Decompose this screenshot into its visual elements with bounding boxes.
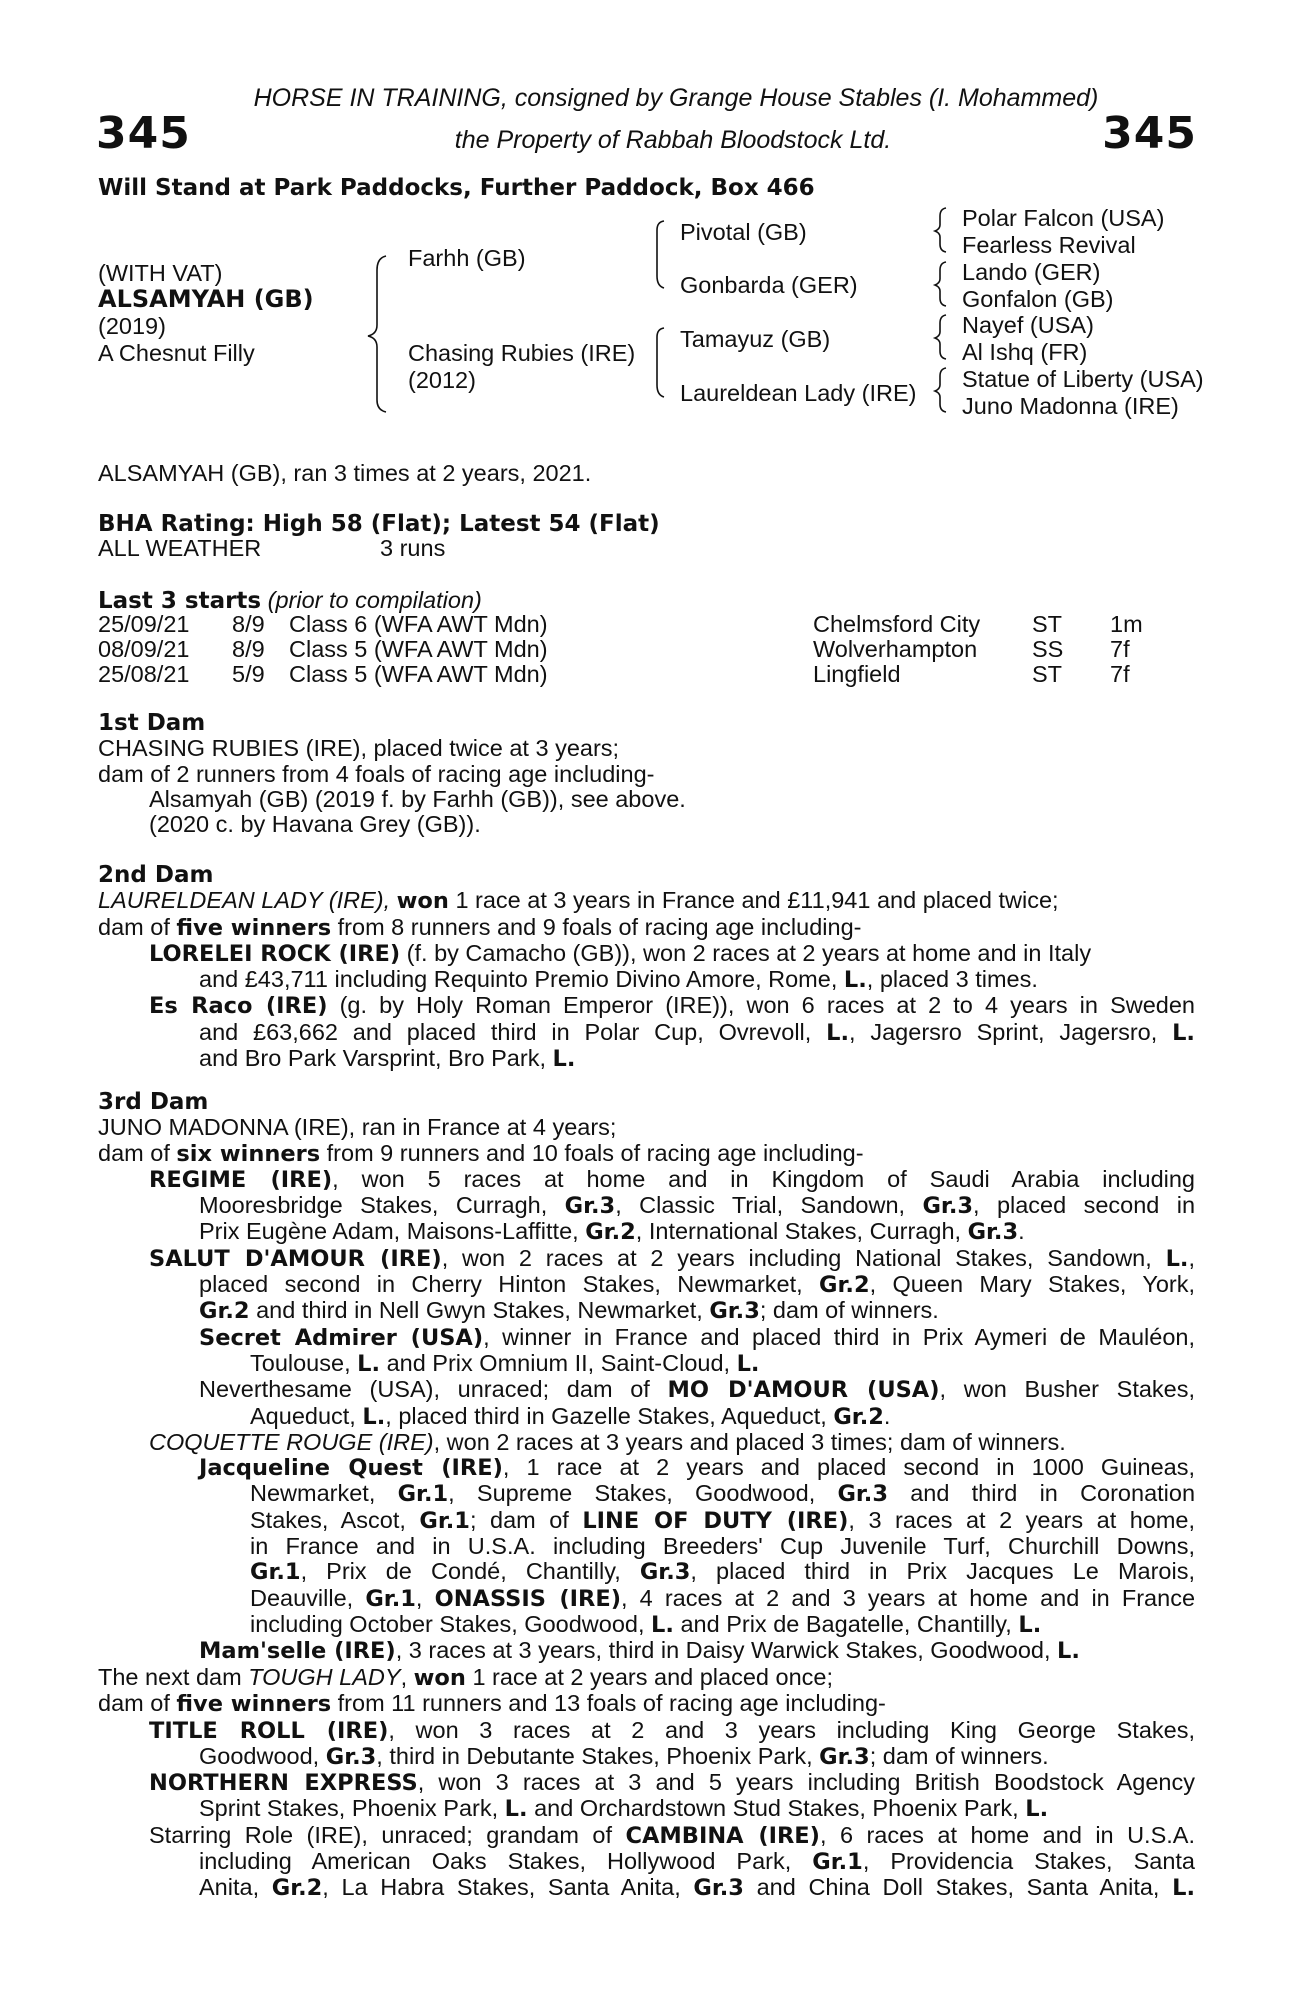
main-bracket [368,256,386,412]
grade: Gr.3 [693,1875,744,1902]
progeny-name: TITLE ROLL (IRE) [149,1717,389,1744]
second-dam-line-7 [98,1046,1195,1072]
text: The next dam [98,1664,242,1690]
start-course-2: Wolverhampton [813,636,978,662]
grade: L. [843,967,867,994]
text: , Queen Mary Stakes, York, [869,1271,1196,1298]
third-dam-section [98,1090,1195,1665]
third-dam-heading: 3rd Dam [98,1089,209,1115]
start-race-2: Class 5 (WFA AWT Mdn) [289,636,548,662]
text: , La Habra Stakes, Santa Anita, [322,1874,681,1901]
text: Sprint Stakes, Phoenix Park, [199,1795,499,1822]
third-dam-line-18 [98,1559,1195,1585]
sire-bracket [657,221,664,288]
grade: L. [1057,1638,1080,1665]
grade: Gr.3 [922,1193,974,1220]
second-dam-line-4 [98,967,1195,993]
grade: Gr.1 [365,1585,416,1612]
lot-number-right: 345 [1102,108,1197,159]
bold-winners: five winners [176,914,332,941]
text: (g. by Holy Roman Emperor (IRE)), won 6 races at 2 to 4 years in Sweden [339,992,1195,1019]
text: , 1 race at 2 years and placed second in 1000 Guineas, [502,1454,1195,1481]
starts-note: (prior to compilation) [267,587,482,613]
next-dam-section [98,1665,1195,1902]
second-dam-line-6 [98,1020,1195,1046]
progeny-name: Mam'selle (IRE) [199,1638,396,1665]
text: and Prix Omnium II, Saint-Cloud, [386,1349,731,1376]
text: dam of [98,1690,170,1717]
text: , 3 races at 2 years at home, [848,1506,1196,1533]
progeny-name: REGIME (IRE) [149,1166,333,1193]
start-dist-1: 1m [1110,611,1143,637]
grade: Gr.1 [397,1481,449,1508]
text: Stakes, Ascot, [250,1506,406,1533]
third-dam-line-1: JUNO MADONNA (IRE), ran in France at 4 years; [98,1114,617,1141]
text: , won 2 races at 2 years including National Stakes, Sandown, [441,1244,1152,1271]
grade: Gr.3 [325,1743,377,1770]
next-dam-line-3 [98,1718,1195,1744]
pedigree-sire: Farhh (GB) [408,245,526,271]
bold-winners: six winners [176,1140,321,1167]
text: , won 3 races at 3 and 5 years including British Boodstock Agency [417,1769,1195,1796]
text: including American Oaks Stakes, Hollywood Park, [199,1848,792,1875]
grade: L. [1172,1019,1195,1046]
third-dam-line-4 [98,1193,1195,1219]
text: Deauville, [250,1584,354,1611]
next-dam-line-2 [98,1691,1195,1717]
dam-bracket [657,328,664,397]
tamayuz-bracket [935,315,946,359]
grade: Gr.3 [967,1219,1019,1246]
text: Aqueduct, [250,1402,356,1429]
consignor-line: HORSE IN TRAINING, consigned by Grange House Stables (I. Mohammed) [253,84,1099,112]
start-pos-1: 8/9 [232,611,265,637]
text: Neverthesame (USA), unraced; dam of [199,1376,650,1403]
text: from 8 runners and 9 foals of racing age including- [337,913,862,940]
grade: L. [552,1046,576,1073]
pedigree-g4: Gonfalon (GB) [962,286,1114,312]
text: from 11 runners and 13 foals of racing age including- [337,1690,886,1717]
next-dam-line-6 [98,1796,1195,1822]
third-dam-line-19 [98,1586,1195,1612]
bold-won: won [396,888,449,915]
dam-name: TOUGH LADY [248,1664,401,1690]
text: , [415,1584,423,1611]
start-dist-3: 7f [1110,661,1130,687]
text: Mooresbridge Stakes, Curragh, [199,1192,548,1219]
text: , Supreme Stakes, Goodwood, [448,1480,816,1507]
start-course-1: Chelmsford City [813,611,981,637]
start-going-3: ST [1032,661,1063,687]
first-dam-line-2: dam of 2 runners from 4 foals of racing age including- [98,760,655,787]
progeny-name: SALUT D'AMOUR (IRE) [149,1245,442,1272]
second-dam-section [98,863,1195,1072]
grade: Gr.3 [837,1481,889,1508]
start-pos-2: 8/9 [232,636,265,662]
grade: Gr.2 [833,1403,884,1430]
text: and third in Nell Gwyn Stakes, Newmarket, [256,1297,703,1324]
text: , Providencia Stakes, Santa [862,1848,1195,1875]
progeny-name: Jacqueline Quest (IRE) [199,1455,503,1482]
text: including October Stakes, Goodwood, [250,1610,645,1637]
third-dam-line-13 [98,1430,1195,1455]
progeny-name: COQUETTE ROUGE (IRE) [149,1428,434,1455]
grade: L. [504,1796,528,1823]
text: and £63,662 and placed third in Polar Cup, Ovrevoll, [199,1018,812,1045]
third-dam-line-8 [98,1298,1195,1324]
grade: L. [1025,1796,1049,1823]
grade: L. [826,1019,850,1046]
text: , won 5 races at home and in Kingdom of Saudi Arabia including [332,1165,1195,1192]
text: and China Doll Stakes, Santa Anita, [756,1874,1160,1901]
starts-heading [98,587,482,614]
second-dam-line-2 [98,915,1195,941]
pedigree-g8: Juno Madonna (IRE) [962,393,1179,419]
third-dam-line-20 [98,1612,1195,1638]
text: , [1188,1244,1195,1271]
third-dam-line-10 [98,1351,1195,1377]
grade: Gr.2 [819,1272,870,1299]
horse-description: A Chesnut Filly [98,340,255,366]
grade: Gr.1 [250,1559,301,1586]
text: , won 2 races at 3 years and placed 3 times; dam of winners. [433,1428,1066,1455]
bold-won: won [413,1665,466,1691]
property-line: the Property of Rabbah Bloodstock Ltd. [454,126,892,154]
first-dam-heading: 1st Dam [98,710,206,736]
bold-winners: five winners [176,1691,332,1718]
text: 1 race at 3 years in France and £11,941 and placed twice; [455,887,1059,914]
second-dam-line-1 [98,888,1195,914]
start-dist-2: 7f [1110,636,1130,662]
grade: Gr.3 [639,1559,691,1586]
text: Newmarket, [250,1480,376,1507]
text: , won 3 races at 2 and 3 years including King George Stakes, [388,1716,1195,1743]
first-dam-section [98,711,1195,837]
text: . [1018,1218,1025,1245]
progeny-name: MO D'AMOUR (USA) [667,1377,940,1404]
text: ; dam of [469,1506,569,1533]
third-dam-line-7 [98,1272,1195,1298]
third-dam-line-2 [98,1141,1195,1167]
next-dam-line-8 [98,1849,1195,1875]
third-dam-line-17: in France and in U.S.A. including Breeders' Cup Juvenile Turf, Churchill Downs, [250,1533,1195,1560]
text: , winner in France and placed third in Prix Aymeri de Mauléon, [483,1323,1195,1350]
next-dam-line-1 [98,1665,1195,1691]
first-dam-line-4: (2020 c. by Havana Grey (GB)). [149,811,481,838]
progeny-name: ONASSIS (IRE) [434,1585,621,1612]
text: Starring Role (IRE), unraced; grandam of [149,1821,613,1848]
starts-title: Last 3 starts [98,588,262,614]
gonbarda-bracket [935,262,946,306]
start-race-1: Class 6 (WFA AWT Mdn) [289,611,548,637]
next-dam-line-4 [98,1744,1195,1770]
pedigree-sire-sire: Pivotal (GB) [680,219,807,245]
pedigree-dam-dam: Laureldean Lady (IRE) [680,380,917,406]
progeny-name: Secret Admirer (USA) [199,1324,484,1351]
pedigree-g1: Polar Falcon (USA) [962,205,1165,231]
pedigree-sire-dam: Gonbarda (GER) [680,272,858,298]
grade: L. [736,1350,760,1377]
first-dam-line-1: CHASING RUBIES (IRE), placed twice at 3 years; [98,735,620,762]
grade: Gr.1 [419,1507,470,1534]
horse-year: (2019) [98,313,166,339]
text: , placed 3 times. [866,966,1038,993]
laureldean-bracket [935,368,946,412]
text: , 3 races at 3 years, third in Daisy Warwick Stakes, Goodwood, [395,1637,1051,1664]
next-dam-line-9 [98,1875,1195,1901]
pedigree-dam-year: (2012) [408,367,476,393]
pedigree-dam: Chasing Rubies (IRE) [408,340,636,366]
pivotal-bracket [935,208,946,252]
text: , Prix de Condé, Chantilly, [300,1558,621,1585]
progeny-name: LORELEI ROCK (IRE) [149,940,401,967]
horse-name: ALSAMYAH (GB) [98,285,314,313]
grade: L. [362,1403,386,1430]
rating-runs: 3 runs [380,535,446,561]
rating-surface: ALL WEATHER [98,535,262,561]
pedigree-dam-sire: Tamayuz (GB) [680,326,831,352]
third-dam-line-3 [98,1167,1195,1193]
start-race-3: Class 5 (WFA AWT Mdn) [289,661,548,687]
vat-note: (WITH VAT) [98,260,223,286]
progeny-name: Es Raco (IRE) [149,993,328,1020]
start-course-3: Lingfield [813,661,901,687]
start-pos-3: 5/9 [232,661,265,687]
text: , International Stakes, Curragh, [635,1218,962,1245]
text: , placed second in [973,1192,1196,1219]
text: Prix Eugène Adam, Maisons-Laffitte, [199,1218,579,1245]
text: Toulouse, [250,1349,351,1376]
third-dam-line-5 [98,1219,1195,1245]
text: dam of [98,913,170,940]
text: 1 race at 2 years and placed once; [472,1664,834,1690]
next-dam-line-7 [98,1823,1195,1849]
third-dam-line-12 [98,1404,1195,1430]
progeny-name: NORTHERN EXPRESS [149,1770,418,1797]
start-going-1: ST [1032,611,1063,637]
grade: Gr.2 [199,1298,250,1325]
text: Goodwood, [199,1742,320,1769]
grade: Gr.3 [709,1298,760,1325]
first-dam-line-3: Alsamyah (GB) (2019 f. by Farhh (GB)), see above. [149,785,686,812]
pedigree-g3: Lando (GER) [962,259,1101,285]
text: (f. by Camacho (GB)), won 2 races at 2 years at home and in Italy [406,939,1092,966]
text: , 4 races at 2 and 3 years at home and in France [621,1584,1196,1611]
text: , third in Debutante Stakes, Phoenix Park, [376,1742,813,1769]
text: , placed third in Prix Jacques Le Marois, [690,1558,1195,1585]
grade: L. [651,1611,674,1638]
text: , Classic Trial, Sandown, [615,1192,906,1219]
grade: Gr.2 [271,1875,323,1902]
text: ; dam of winners. [759,1297,939,1324]
second-dam-line-5 [98,993,1195,1019]
rating-title: BHA Rating: High 58 (Flat); Latest 54 (Flat) [98,511,660,537]
grade: L. [357,1350,381,1377]
text: and Orchardstown Stud Stakes, Phoenix Park, [534,1795,1019,1822]
third-dam-line-6 [98,1246,1195,1272]
third-dam-line-14 [98,1455,1195,1481]
start-date-1: 25/09/21 [98,611,190,637]
third-dam-line-15 [98,1481,1195,1507]
text: , 6 races at home and in U.S.A. [819,1821,1195,1848]
third-dam-line-21 [98,1638,1195,1664]
progeny-name: LINE OF DUTY (IRE) [582,1507,849,1534]
pedigree-g5: Nayef (USA) [962,312,1094,338]
start-date-3: 25/08/21 [98,661,190,687]
grade: Gr.1 [812,1849,863,1876]
text: Anita, [199,1874,260,1901]
third-dam-line-11 [98,1377,1195,1403]
start-going-2: SS [1032,636,1064,662]
grade: Gr.3 [564,1193,616,1220]
text: and £43,711 including Requinto Premio Divino Amore, Rome, [199,966,838,993]
text: , [400,1664,408,1690]
stand-location: Will Stand at Park Paddocks, Further Paddock, Box 466 [98,175,815,201]
text: , placed third in Gazelle Stakes, Aqueduct, [385,1402,827,1429]
text: and third in Coronation [910,1480,1196,1507]
progeny-name: CAMBINA (IRE) [625,1822,820,1849]
grade: L. [1018,1611,1042,1638]
grade: Gr.2 [585,1219,636,1246]
text: placed second in Cherry Hinton Stakes, Newmarket, [199,1271,803,1298]
pedigree-g2: Fearless Revival [962,232,1136,258]
text: and Bro Park Varsprint, Bro Park, [199,1045,546,1072]
text: ; dam of winners. [869,1742,1049,1769]
text: and Prix de Bagatelle, Chantilly, [680,1610,1012,1637]
grade: Gr.3 [819,1743,870,1770]
second-dam-line-3 [98,941,1195,967]
third-dam-line-16 [98,1508,1195,1534]
next-dam-line-5 [98,1770,1195,1796]
grade: L. [1165,1245,1189,1272]
start-date-2: 08/09/21 [98,636,190,662]
pedigree-g6: Al Ishq (FR) [962,339,1088,365]
text: , won Busher Stakes, [939,1376,1196,1403]
third-dam-line-9 [98,1325,1195,1351]
second-dam-heading: 2nd Dam [98,862,214,888]
text: . [883,1402,891,1429]
dam-name: LAURELDEAN LADY (IRE), [98,887,391,914]
lot-number-left: 345 [96,108,191,159]
text: from 9 runners and 10 foals of racing age including- [326,1139,864,1166]
race-summary: ALSAMYAH (GB), ran 3 times at 2 years, 2021. [98,460,592,486]
text: , Jagersro Sprint, Jagersro, [849,1018,1158,1045]
grade: L. [1172,1875,1195,1902]
text: dam of [98,1139,170,1166]
pedigree-g7: Statue of Liberty (USA) [962,366,1204,392]
